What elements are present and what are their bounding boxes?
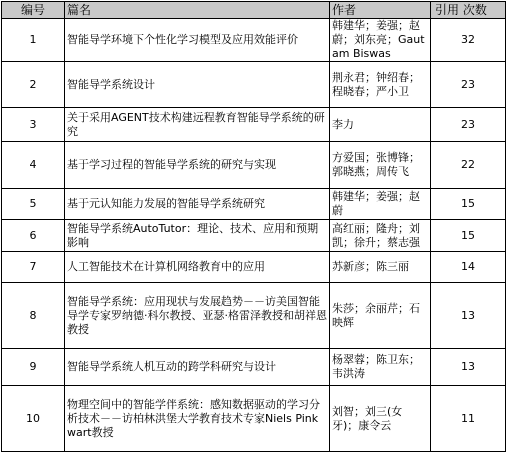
row-author: 李力 <box>330 108 431 142</box>
row-title: 智能导学环境下个性化学习模型及应用效能评价 <box>65 19 330 62</box>
row-citations: 32 <box>431 19 506 62</box>
row-citations: 13 <box>431 283 506 349</box>
row-citations: 13 <box>431 349 506 386</box>
row-no: 5 <box>2 189 65 220</box>
table-row <box>2 108 506 142</box>
row-author: 苏新彦；陈三丽 <box>330 252 431 283</box>
row-no: 9 <box>2 349 65 386</box>
row-author: 荆永君；钟绍春；程晓春；严小卫 <box>330 62 431 108</box>
header-row <box>2 2 506 19</box>
header-no: 编号 <box>2 2 65 19</box>
row-no: 8 <box>2 283 65 349</box>
row-title: 人工智能技术在计算机网络教育中的应用 <box>65 252 330 283</box>
row-title: 基于学习过程的智能导学系统的研究与实现 <box>65 142 330 189</box>
header-citations: 引用 次数 <box>431 2 506 19</box>
row-citations: 23 <box>431 62 506 108</box>
table-row <box>2 283 506 349</box>
row-citations: 22 <box>431 142 506 189</box>
row-author: 韩建华；姜强；赵蔚 <box>330 189 431 220</box>
row-title: 物理空间中的智能学伴系统：感知数据驱动的学习分析技术－－访柏林洪堡大学教育技术专家Niels Pinkwart教授 <box>65 386 330 452</box>
table-row <box>2 19 506 62</box>
row-title: 基于元认知能力发展的智能导学系统研究 <box>65 189 330 220</box>
header-title: 篇名 <box>65 2 330 19</box>
row-no: 1 <box>2 19 65 62</box>
row-citations: 11 <box>431 386 506 452</box>
citation-table <box>1 1 506 452</box>
row-title: 智能导学系统人机互动的跨学科研究与设计 <box>65 349 330 386</box>
table-row <box>2 252 506 283</box>
row-title: 智能导学系统：应用现状与发展趋势－－访美国智能导学专家罗纳德·科尔教授、亚瑟·格雷泽教授和胡祥恩教授 <box>65 283 330 349</box>
table-row <box>2 349 506 386</box>
row-no: 6 <box>2 220 65 252</box>
row-author: 方爱国；张博锋；郭晓燕；周传飞 <box>330 142 431 189</box>
row-no: 10 <box>2 386 65 452</box>
table-row <box>2 386 506 452</box>
row-author: 刘智；刘三(女牙)；康令云 <box>330 386 431 452</box>
row-no: 3 <box>2 108 65 142</box>
row-author: 韩建华；姜强；赵蔚；刘东亮；Gautam Biswas <box>330 19 431 62</box>
row-no: 4 <box>2 142 65 189</box>
row-author: 杨翠蓉；陈卫东；韦洪涛 <box>330 349 431 386</box>
row-citations: 14 <box>431 252 506 283</box>
row-title: 智能导学系统AutoTutor：理论、技术、应用和预期影响 <box>65 220 330 252</box>
row-title: 关于采用AGENT技术构建远程教育智能导学系统的研究 <box>65 108 330 142</box>
table-row <box>2 220 506 252</box>
table-row <box>2 142 506 189</box>
row-citations: 23 <box>431 108 506 142</box>
row-author: 高红丽；隆舟；刘凯；徐升；蔡志强 <box>330 220 431 252</box>
row-no: 7 <box>2 252 65 283</box>
header-author: 作者 <box>330 2 431 19</box>
row-citations: 15 <box>431 220 506 252</box>
row-no: 2 <box>2 62 65 108</box>
row-citations: 15 <box>431 189 506 220</box>
row-author: 朱莎；余丽芹；石映辉 <box>330 283 431 349</box>
table-row <box>2 189 506 220</box>
table-row <box>2 62 506 108</box>
row-title: 智能导学系统设计 <box>65 62 330 108</box>
